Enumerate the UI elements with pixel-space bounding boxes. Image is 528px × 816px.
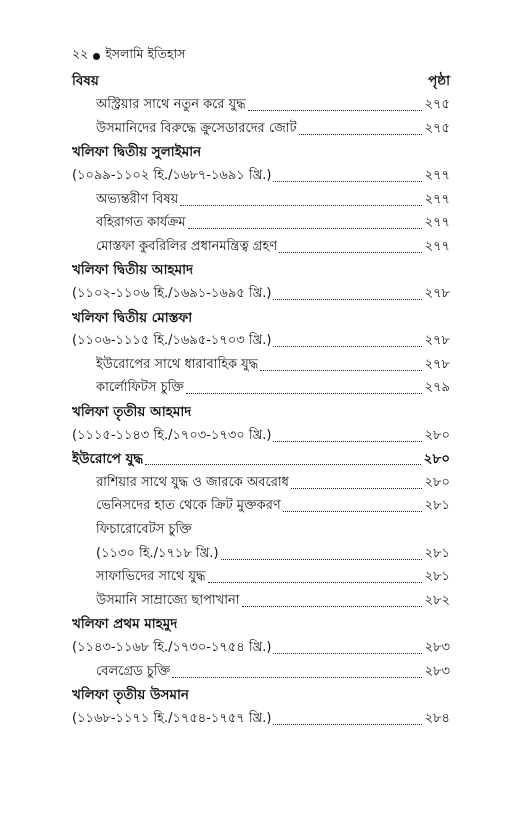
table-of-contents: [72, 94, 450, 731]
toc-section-heading: [72, 259, 450, 283]
toc-entry: [72, 188, 450, 212]
dot-leader: [260, 370, 421, 371]
toc-entry-page: ২৭৭: [424, 215, 450, 231]
dot-leader: [273, 441, 421, 442]
dot-leader: [279, 252, 421, 253]
toc-entry: [72, 660, 450, 684]
dot-leader: [273, 724, 421, 725]
bullet-separator: [93, 53, 100, 60]
toc-entry-title: খলিফা দ্বিতীয় মোস্তফা: [72, 309, 193, 326]
toc-entry-page: ২৭৭: [424, 238, 450, 254]
toc-entry-page: ২৮৩: [424, 639, 450, 655]
dot-leader: [186, 393, 422, 394]
toc-entry-title: (১০৯৯-১১০২ হি./১৬৮৭-১৬৯১ খ্রি.): [72, 168, 272, 184]
toc-entry-title: খলিফা দ্বিতীয় সুলাইমান: [72, 144, 202, 161]
dot-leader: [208, 582, 422, 583]
running-header: [72, 46, 185, 66]
toc-section-heading: [72, 306, 450, 330]
toc-entry-title: বহিরাগত কার্যক্রম: [96, 215, 186, 231]
toc-entry-title: উসমানিদের বিরুদ্ধে ক্রুসেডারদের জোট: [96, 120, 297, 136]
toc-entry-title: খলিফা প্রথম মাহমুদ: [72, 616, 178, 633]
toc-entry-title: ভেনিসদের হাত থেকে ক্রিট মুক্তকরণ: [96, 498, 281, 514]
toc-entry-page: ২৮৪: [424, 710, 450, 726]
toc-entry-page: ২৮১: [424, 545, 450, 561]
toc-entry: [72, 637, 450, 661]
toc-entry: [72, 330, 450, 354]
dot-leader: [299, 134, 422, 135]
toc-entry-page: ২৭৫: [424, 120, 450, 136]
toc-entry-title: অভ্যন্তরীণ বিষয়: [96, 191, 179, 207]
dot-leader: [188, 228, 422, 229]
dot-leader: [172, 677, 421, 678]
toc-entry: [72, 707, 450, 731]
toc-entry: [72, 377, 450, 401]
toc-entry-page: ২৭৯: [424, 380, 450, 396]
toc-entry-page: ২৭৭: [424, 168, 450, 184]
toc-column-headers: [72, 70, 450, 92]
toc-entry-title: উসমানি সাম্রাজ্যে ছাপাখানা: [96, 592, 240, 608]
dot-leader: [242, 606, 422, 607]
toc-entry-title: (১১০৬-১১১৫ হি./১৬৯৫-১৭০৩ খ্রি.): [72, 333, 272, 349]
dot-leader: [291, 488, 422, 489]
toc-section-heading: [72, 684, 450, 708]
toc-entry-title: (১১৪৩-১১৬৮ হি./১৭৩০-১৭৫৪ খ্রি.): [72, 639, 272, 655]
toc-entry: [72, 589, 450, 613]
toc-entry: [72, 283, 450, 307]
toc-entry: [72, 118, 450, 142]
toc-entry-title: (১১০২-১১০৬ হি./১৬৯১-১৬৯৫ খ্রি.): [72, 286, 272, 302]
toc-entry-page: ২৮০: [423, 451, 450, 468]
toc-entry-title: অস্ট্রিয়ার সাথে নতুন করে যুদ্ধ: [96, 97, 246, 113]
toc-entry-page: ২৮০: [424, 427, 450, 443]
toc-entry-page: ২৮৩: [424, 663, 450, 679]
toc-entry-title: ইউরোপের সাথে ধারাবাহিক যুদ্ধ: [96, 356, 259, 372]
toc-entry: [72, 212, 450, 236]
dot-leader: [248, 110, 422, 111]
toc-entry-page: ২৮১: [424, 569, 450, 585]
toc-entry-title: কার্লোফিটস চুক্তি: [96, 380, 184, 396]
toc-entry-page: ২৭৮: [424, 286, 450, 302]
toc-entry: [72, 424, 450, 448]
toc-entry: [72, 165, 450, 189]
toc-entry-title: রাশিয়ার সাথে যুদ্ধ ও জারকে অবরোধ: [96, 474, 289, 490]
dot-leader: [283, 511, 422, 512]
subject-column-header: বিষয়: [72, 72, 99, 89]
toc-entry-title: ইউরোপে যুদ্ধ: [72, 451, 144, 468]
dot-leader: [273, 346, 421, 347]
toc-entry: [72, 354, 450, 378]
toc-entry-title: খলিফা দ্বিতীয় আহমাদ: [72, 262, 194, 279]
dot-leader: [273, 299, 421, 300]
toc-entry-page: ২৭৭: [424, 191, 450, 207]
toc-entry-title: খলিফা তৃতীয় উসমান: [72, 687, 189, 704]
toc-section-heading: [72, 448, 450, 472]
toc-entry-page: ২৮০: [424, 474, 450, 490]
toc-section-heading: [72, 401, 450, 425]
dot-leader: [221, 559, 422, 560]
dot-leader: [273, 181, 421, 182]
toc-entry: [72, 94, 450, 118]
toc-entry-title: ফিচারোবেটস চুক্তি: [96, 521, 192, 537]
toc-entry-title: মোস্তফা কুবরিলির প্রধানমন্ত্রিত্ব গ্রহণ: [96, 238, 278, 254]
toc-section-heading: [72, 613, 450, 637]
toc-entry-page: ২৮১: [424, 498, 450, 514]
toc-entry-title: (১১৩০ হি./১৭১৮ খ্রি.): [96, 545, 219, 561]
toc-entry: [72, 566, 450, 590]
toc-entry: [72, 519, 450, 543]
toc-entry: [72, 542, 450, 566]
toc-entry-title: (১১৬৮-১১৭১ হি./১৭৫৪-১৭৫৭ খ্রি.): [72, 710, 272, 726]
toc-entry-page: ২৭৫: [424, 97, 450, 113]
toc-entry: [72, 495, 450, 519]
page-column-header: পৃষ্ঠা: [428, 72, 450, 89]
toc-entry-title: খলিফা তৃতীয় আহমাদ: [72, 404, 192, 421]
toc-entry-page: ২৭৮: [424, 333, 450, 349]
toc-entry-title: (১১১৫-১১৪৩ হি./১৭০৩-১৭৩০ খ্রি.): [72, 427, 272, 443]
toc-section-heading: [72, 141, 450, 165]
book-title: ইসলামি ইতিহাস: [105, 46, 186, 61]
toc-entry-title: বেলগ্রেড চুক্তি: [96, 663, 171, 679]
toc-entry-page: ২৮২: [424, 592, 450, 608]
toc-entry-page: ২৭৮: [424, 356, 450, 372]
dot-leader: [180, 205, 421, 206]
toc-entry: [72, 236, 450, 260]
toc-entry: [72, 472, 450, 496]
dot-leader: [273, 653, 421, 654]
page-number: ২২: [72, 46, 89, 61]
toc-entry-title: সাফাভিদের সাথে যুদ্ধ: [96, 569, 206, 585]
dot-leader: [145, 464, 420, 465]
